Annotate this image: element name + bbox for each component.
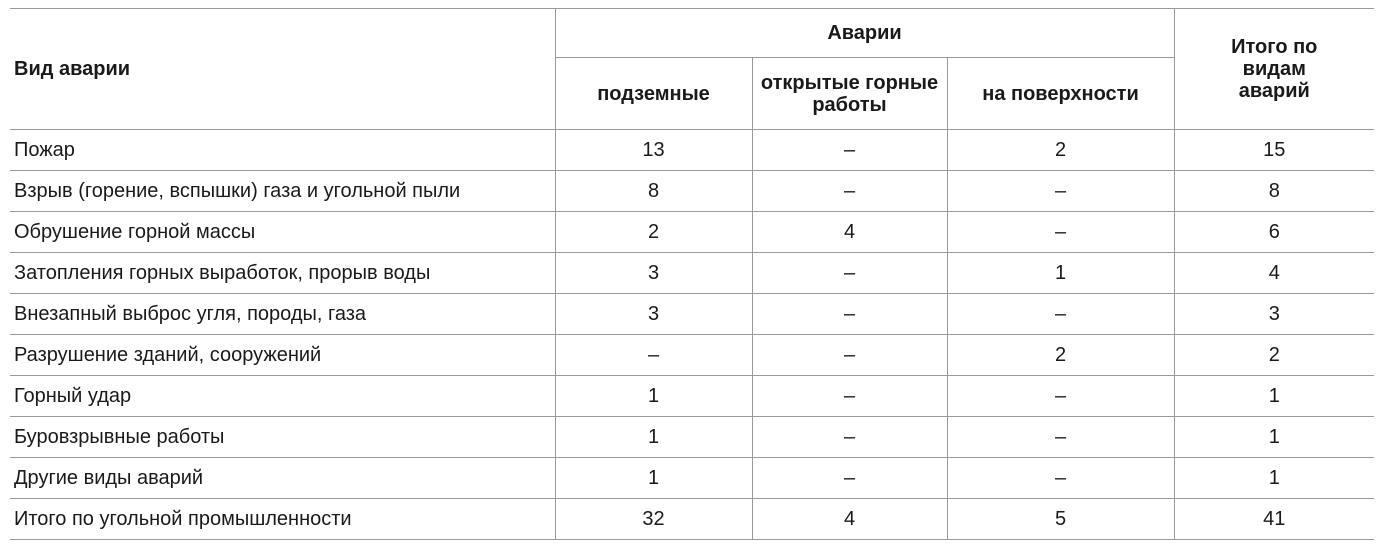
table-row (10, 253, 1374, 294)
cell-underground: 1 (555, 458, 752, 499)
accidents-table (10, 8, 1374, 540)
cell-total: 4 (1174, 253, 1374, 294)
cell-underground: 3 (555, 294, 752, 335)
cell-open-pit: 4 (752, 499, 947, 540)
cell-underground: 13 (555, 130, 752, 171)
header-accident-type: Вид аварии (10, 9, 555, 130)
cell-surface: – (947, 212, 1174, 253)
table-row (10, 130, 1374, 171)
cell-open-pit: – (752, 335, 947, 376)
cell-underground: 1 (555, 376, 752, 417)
cell-total: 8 (1174, 171, 1374, 212)
table-header (10, 9, 1374, 130)
cell-surface: – (947, 171, 1174, 212)
row-label: Буровзрывные работы (10, 417, 555, 458)
cell-underground: 2 (555, 212, 752, 253)
table-row (10, 376, 1374, 417)
cell-surface: – (947, 417, 1174, 458)
row-label: Взрыв (горение, вспышки) газа и угольной пыли (10, 171, 555, 212)
table-row (10, 335, 1374, 376)
cell-open-pit: – (752, 376, 947, 417)
row-label: Итого по угольной промышленности (10, 499, 555, 540)
table-row (10, 294, 1374, 335)
table-row (10, 212, 1374, 253)
cell-total: 1 (1174, 417, 1374, 458)
row-label: Пожар (10, 130, 555, 171)
row-label: Горный удар (10, 376, 555, 417)
cell-total: 3 (1174, 294, 1374, 335)
header-underground: подземные (555, 58, 752, 130)
cell-surface: 2 (947, 130, 1174, 171)
cell-underground: 8 (555, 171, 752, 212)
header-total-by-type (1174, 9, 1374, 130)
cell-open-pit: – (752, 294, 947, 335)
cell-total: 41 (1174, 499, 1374, 540)
table-row (10, 499, 1374, 540)
accidents-table-container (10, 8, 1374, 540)
cell-open-pit: – (752, 130, 947, 171)
cell-open-pit: – (752, 253, 947, 294)
cell-total: 6 (1174, 212, 1374, 253)
row-label: Затопления горных выработок, прорыв воды (10, 253, 555, 294)
header-open-pit (752, 58, 947, 130)
cell-surface: – (947, 294, 1174, 335)
row-label: Обрушение горной массы (10, 212, 555, 253)
cell-total: 2 (1174, 335, 1374, 376)
cell-total: 1 (1174, 458, 1374, 499)
cell-surface: 5 (947, 499, 1174, 540)
row-label: Разрушение зданий, сооружений (10, 335, 555, 376)
row-label: Другие виды аварий (10, 458, 555, 499)
cell-underground: 1 (555, 417, 752, 458)
header-accidents-group: Аварии (555, 9, 1174, 58)
cell-surface: 1 (947, 253, 1174, 294)
cell-open-pit: – (752, 458, 947, 499)
table-body (10, 130, 1374, 540)
header-surface: на поверхности (947, 58, 1174, 130)
table-row (10, 417, 1374, 458)
table-row (10, 171, 1374, 212)
cell-underground: – (555, 335, 752, 376)
row-label: Внезапный выброс угля, породы, газа (10, 294, 555, 335)
cell-underground: 3 (555, 253, 752, 294)
cell-underground: 32 (555, 499, 752, 540)
header-total-label: Итого по видам аварий (1231, 36, 1318, 102)
cell-surface: – (947, 376, 1174, 417)
cell-surface: 2 (947, 335, 1174, 376)
cell-total: 15 (1174, 130, 1374, 171)
header-open-pit-label: открытые горные работы (760, 71, 939, 116)
cell-open-pit: – (752, 417, 947, 458)
cell-surface: – (947, 458, 1174, 499)
table-row (10, 458, 1374, 499)
cell-open-pit: – (752, 171, 947, 212)
cell-total: 1 (1174, 376, 1374, 417)
cell-open-pit: 4 (752, 212, 947, 253)
